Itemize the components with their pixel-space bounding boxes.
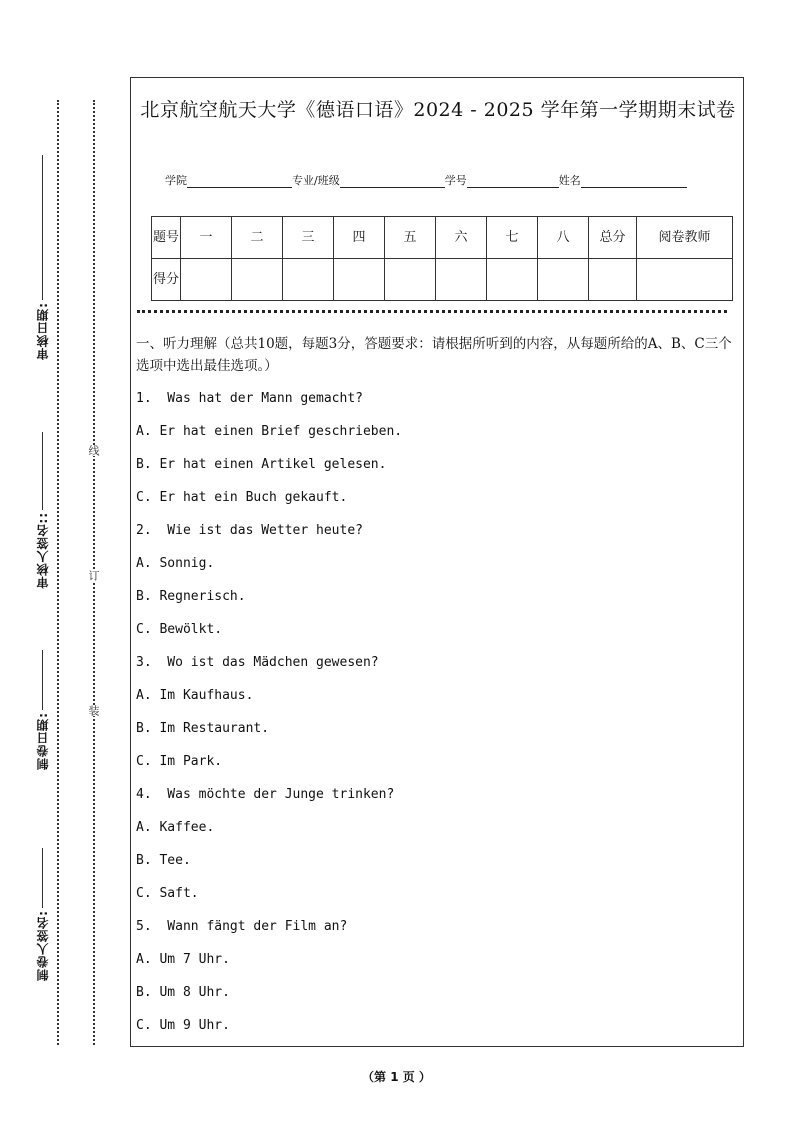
col-2: 二 <box>232 217 283 259</box>
col-8: 八 <box>538 217 589 259</box>
paper-maker-signature-blank[interactable] <box>42 848 43 908</box>
option-1b: B. Er hat einen Artikel gelesen. <box>136 457 387 472</box>
reviewer-signature-label: 审核人签名:: <box>35 512 50 589</box>
paper-date-label: 制卷日期: <box>35 712 50 770</box>
score-cell[interactable] <box>436 259 487 301</box>
option-1a: A. Er hat einen Brief geschrieben. <box>136 424 403 439</box>
major-field[interactable] <box>340 175 445 188</box>
score-head: 得分 <box>152 259 181 301</box>
binding-char-mount: 装 <box>87 705 100 716</box>
exam-title: 北京航空航天大学《德语口语》2024 - 2025 学年第一学期期末试卷 <box>140 99 736 121</box>
student-id-label: 学号 <box>444 174 467 187</box>
score-table-score-row <box>152 259 733 301</box>
option-3a: A. Im Kaufhaus. <box>136 688 254 703</box>
col-total: 总分 <box>589 217 637 259</box>
dotted-separator <box>137 310 727 313</box>
col-6: 六 <box>436 217 487 259</box>
college-label: 学院 <box>165 174 187 187</box>
col-7: 七 <box>487 217 538 259</box>
col-3: 三 <box>283 217 334 259</box>
score-cell[interactable] <box>487 259 538 301</box>
score-cell[interactable] <box>181 259 232 301</box>
review-date-label: 审核日期: <box>35 302 50 360</box>
col-4: 四 <box>334 217 385 259</box>
option-4b: B. Tee. <box>136 853 191 868</box>
reviewer-signature-blank[interactable] <box>42 432 43 510</box>
question-list <box>136 382 736 1042</box>
question-5: 5. Wann fängt der Film an? <box>136 919 348 934</box>
page-number: （第 1 页 ） <box>362 1070 431 1084</box>
option-2a: A. Sonnig. <box>136 556 215 571</box>
col-1: 一 <box>181 217 232 259</box>
student-id-field[interactable] <box>467 175 559 188</box>
paper-maker-signature-label: 制卷人签名: <box>35 910 50 981</box>
binding-line-outer <box>57 100 59 1045</box>
binding-char-line: 线 <box>87 445 100 456</box>
student-info-row <box>165 172 725 188</box>
option-2b: B. Regnerisch. <box>136 589 246 604</box>
col-grading-teacher: 阅卷教师 <box>637 217 733 259</box>
question-1: 1. Was hat der Mann gemacht? <box>136 391 363 406</box>
major-label: 专业/班级 <box>292 174 340 187</box>
score-cell[interactable] <box>283 259 334 301</box>
question-number-head: 题号 <box>152 217 181 259</box>
col-5: 五 <box>385 217 436 259</box>
option-4a: A. Kaffee. <box>136 820 215 835</box>
option-4c: C. Saft. <box>136 886 199 901</box>
option-5b: B. Um 8 Uhr. <box>136 985 230 1000</box>
question-2: 2. Wie ist das Wetter heute? <box>136 523 363 538</box>
paper-maker-signature-field <box>27 848 57 981</box>
exam-frame <box>130 77 744 1047</box>
score-cell-total[interactable] <box>589 259 637 301</box>
review-date-field <box>27 155 57 360</box>
score-table-header-row <box>152 217 733 259</box>
option-5a: A. Um 7 Uhr. <box>136 952 230 967</box>
review-date-blank[interactable] <box>42 155 43 300</box>
score-cell[interactable] <box>232 259 283 301</box>
name-label: 姓名 <box>558 174 581 187</box>
option-3c: C. Im Park. <box>136 754 223 769</box>
college-field[interactable] <box>187 175 292 188</box>
score-cell[interactable] <box>538 259 589 301</box>
option-3b: B. Im Restaurant. <box>136 721 270 736</box>
reviewer-signature-field <box>27 432 57 589</box>
option-2c: C. Bewölkt. <box>136 622 223 637</box>
binding-char-bind: 订 <box>87 570 100 581</box>
option-5c: C. Um 9 Uhr. <box>136 1018 230 1033</box>
paper-date-field <box>27 650 57 770</box>
score-cell[interactable] <box>334 259 385 301</box>
option-1c: C. Er hat ein Buch gekauft. <box>136 490 348 505</box>
question-3: 3. Wo ist das Mädchen gewesen? <box>136 655 379 670</box>
score-cell-teacher[interactable] <box>637 259 733 301</box>
question-4: 4. Was möchte der Junge trinken? <box>136 787 395 802</box>
score-table <box>151 216 733 301</box>
score-cell[interactable] <box>385 259 436 301</box>
name-field[interactable] <box>581 175 687 188</box>
section-1-heading: 一、听力理解（总共10题，每题3分，答题要求：请根据所听到的内容，从每题所给的A、B、C三个选项中选出最佳选项。） <box>136 336 732 374</box>
paper-date-blank[interactable] <box>42 650 43 710</box>
